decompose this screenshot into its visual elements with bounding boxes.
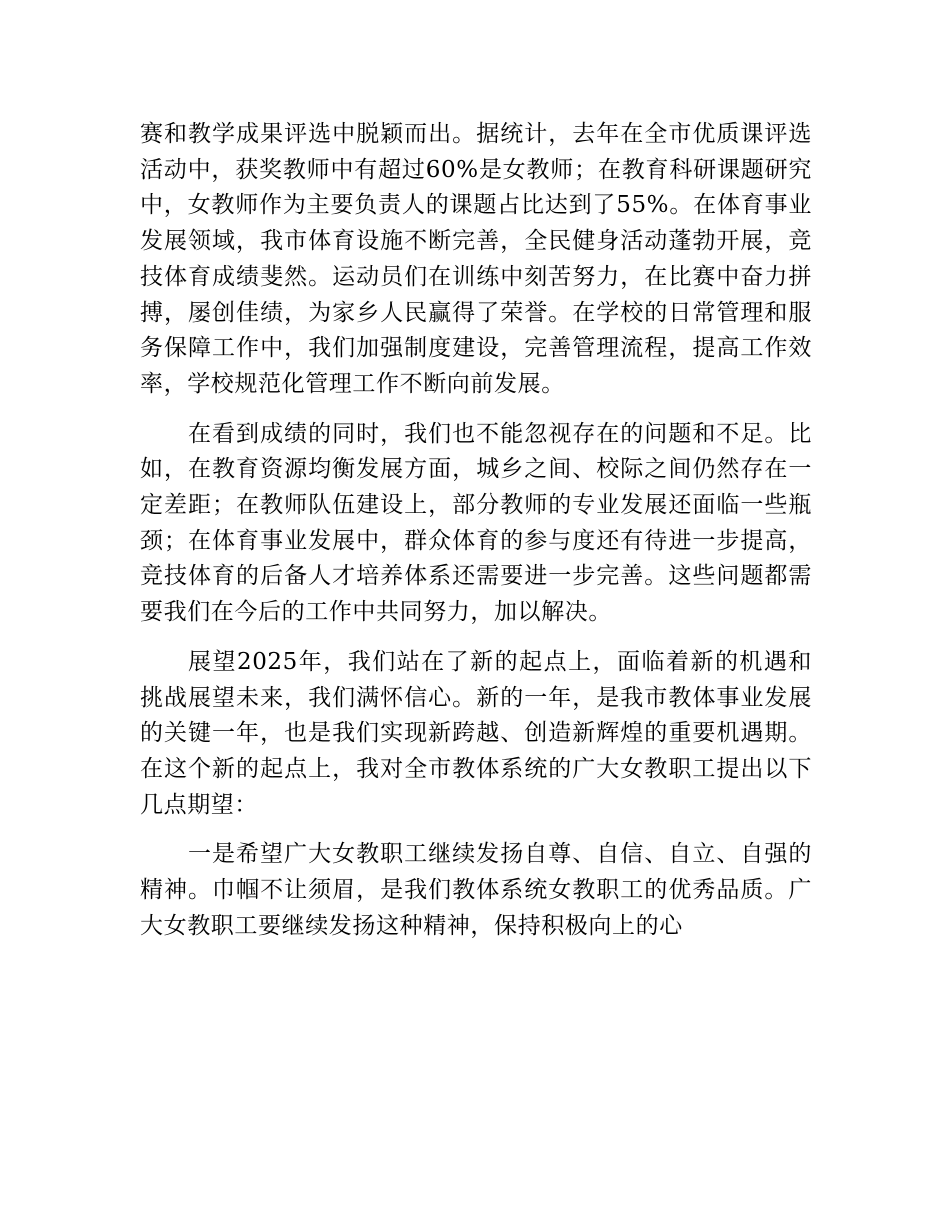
document-body <box>140 117 812 944</box>
paragraph-expectation-one: 一是希望广大女教职工继续发扬自尊、自信、自立、自强的精神。巾帼不让须眉，是我们教体系统女教职工的优秀品质。广大女教职工要继续发扬这种精神，保持积极向上的心 <box>140 841 812 939</box>
paragraph-problems: 在看到成绩的同时，我们也不能忽视存在的问题和不足。比如，在教育资源均衡发展方面，城乡之间、校际之间仍然存在一定差距；在教师队伍建设上，部分教师的专业发展还面临一些瓶颈；在体育事业发展中，群众体育的参与度还有待进一步提高，竞技体育的后备人才培养体系还需要进一步完善。这些问题都需要我们在今后的工作中共同努力，加以解决。 <box>140 420 812 626</box>
paragraph-achievements: 赛和教学成果评选中脱颖而出。据统计，去年在全市优质课评选活动中，获奖教师中有超过60%是女教师；在教育科研课题研究中，女教师作为主要负责人的课题占比达到了55%。在体育事业发展领域，我市体育设施不断完善，全民健身活动蓬勃开展，竞技体育成绩斐然。运动员们在训练中刻苦努力，在比赛中奋力拼搏，屡创佳绩，为家乡人民赢得了荣誉。在学校的日常管理和服务保障工作中，我们加强制度建设，完善管理流程，提高工作效率，学校规范化管理工作不断向前发展。 <box>140 121 812 397</box>
paragraph-outlook: 展望2025年，我们站在了新的起点上，面临着新的机遇和挑战展望未来，我们满怀信心。新的一年，是我市教体事业发展的关键一年，也是我们实现新跨越、创造新辉煌的重要机遇期。在这个新的起点上，我对全市教体系统的广大女教职工提出以下几点期望： <box>140 648 812 818</box>
